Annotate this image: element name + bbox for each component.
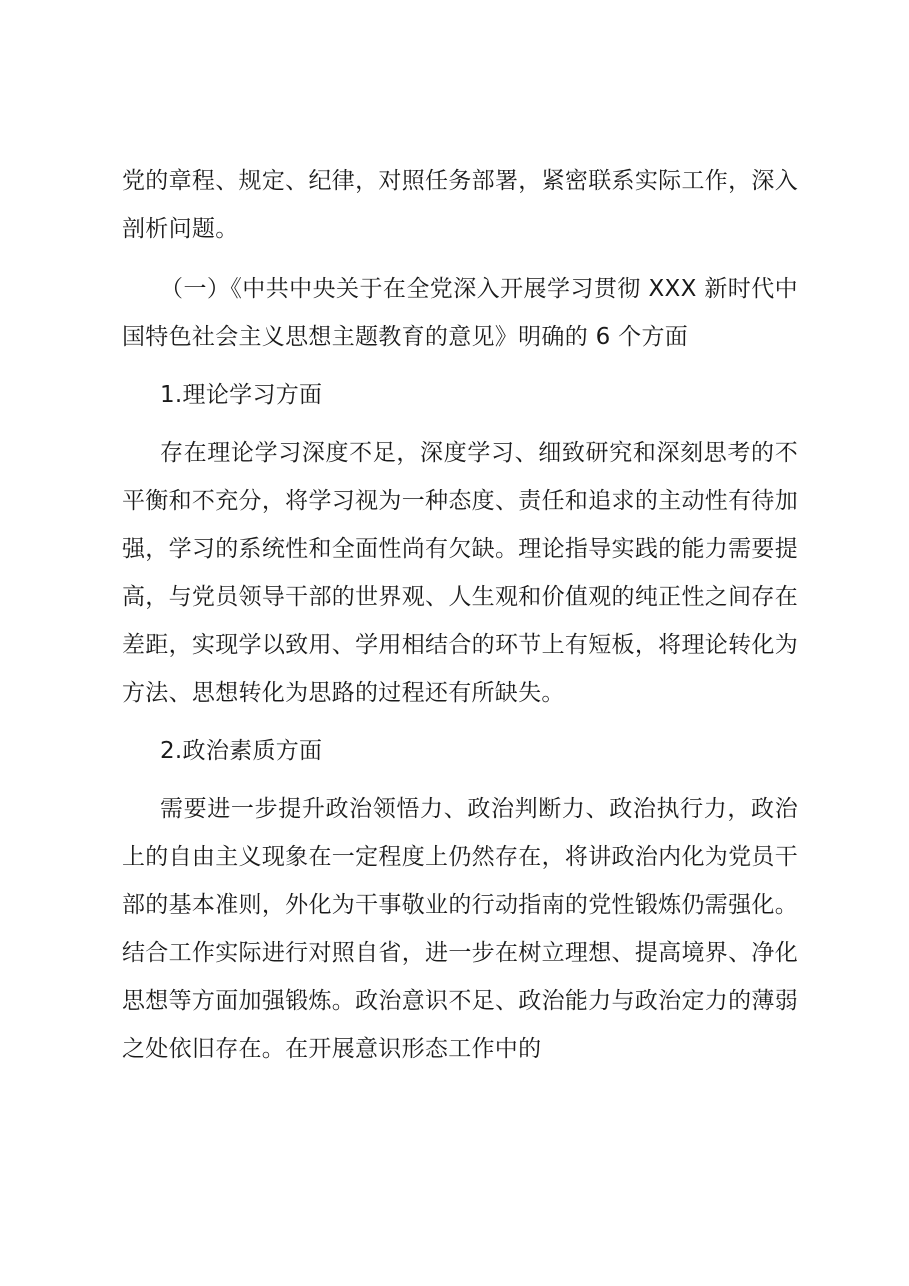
section-heading-one: （一）《中共中央关于在全党深入开展学习贯彻 XXX 新时代中国特色社会主义思想主题教育的意见》明确的 6 个方面 — [122, 276, 798, 350]
paragraph-theory-study: 存在理论学习深度不足，深度学习、细致研究和深刻思考的不平衡和不充分，将学习视为一种态度、责任和追求的主动性有待加强，学习的系统性和全面性尚有欠缺。理论指导实践的能力需要提高，与党员领导干部的世界观、人生观和价值观的纯正性之间存在差距，实现学以致用、学用相结合的环节上有短板，将理论转化为方法、思想转化为思路的过程还有所缺失。 — [122, 440, 798, 706]
paragraph-continuation: 党的章程、规定、纪律，对照任务部署，紧密联系实际工作，深入剖析问题。 — [122, 168, 798, 242]
paragraph-political-quality: 需要进一步提升政治领悟力、政治判断力、政治执行力，政治上的自由主义现象在一定程度上仍然存在，将讲政治内化为党员干部的基本准则，外化为干事敬业的行动指南的党性锻炼仍需强化。结合工作实际进行对照自省，进一步在树立理想、提高境界、净化思想等方面加强锻炼。政治意识不足、政治能力与政治定力的薄弱之处依旧存在。在开展意识形态工作中的 — [122, 796, 798, 1062]
subheading-political-quality: 2.政治素质方面 — [160, 738, 323, 764]
document-body — [122, 157, 798, 1073]
subheading-theory-study: 1.理论学习方面 — [160, 382, 323, 408]
